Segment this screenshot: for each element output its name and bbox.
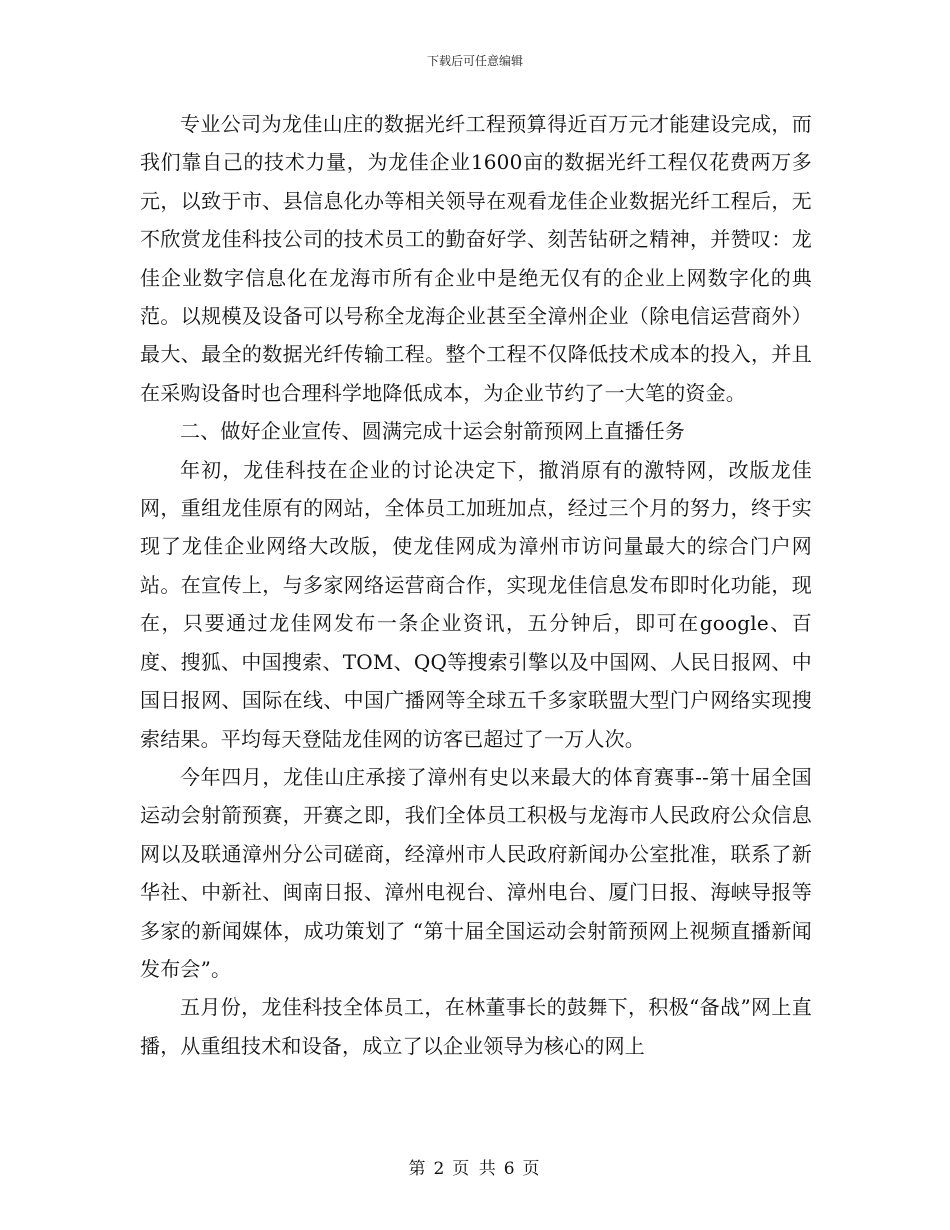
paragraph-3: 今年四月，龙佳山庄承接了漳州有史以来最大的体育赛事--第十届全国运动会射箭预赛，开赛之即，我们全体员工积极与龙海市人民政府公众信息网以及联通漳州分公司磋商，经漳州市人民政府新闻办公室批准，联系了新华社、中新社、闽南日报、漳州电视台、漳州电台、厦门日报、海峡导报等多家的新闻媒体，成功策划了 “第十届全国运动会射箭预网上视频直播新闻发布会”。: [140, 764, 812, 981]
footer-page-number: 2: [433, 1159, 447, 1179]
footer-total-pages: 6: [503, 1159, 517, 1179]
paragraph-1: 专业公司为龙佳山庄的数据光纤工程预算得近百万元才能建设完成，而我们靠自己的技术力量，为龙佳企业1600亩的数据光纤工程仅花费两万多元，以致于市、县信息化办等相关领导在观看龙佳企业数据光纤工程后，无不欣赏龙佳科技公司的技术员工的勤奋好学、刻苦钻研之精神，并赞叹：龙佳企业数字信息化在龙海市所有企业中是绝无仅有的企业上网数字化的典范。以规模及设备可以号称全龙海企业甚至全漳州企业（除电信运营商外）最大、最全的数据光纤传输工程。整个工程不仅降低技术成本的投入，并且在采购设备时也合理科学地降低成本，为企业节约了一大笔的资金。: [140, 112, 812, 405]
footer-suffix: 页: [522, 1159, 542, 1179]
page-footer: [0, 1154, 950, 1179]
paragraph-4: 五月份，龙佳科技全体员工，在林董事长的鼓舞下，积极“备战”网上直播，从重组技术和设备，成立了以企业领导为核心的网上: [140, 995, 812, 1058]
footer-prefix: 第: [408, 1159, 428, 1179]
page-header: 下载后可任意编辑: [426, 54, 523, 68]
document-body: [140, 105, 812, 1065]
footer-middle: 页 共: [452, 1159, 498, 1179]
section-heading: 二、做好企业宣传、圆满完成十运会射箭预网上直播任务: [180, 419, 685, 444]
paragraph-2: 年初，龙佳科技在企业的讨论决定下，撤消原有的激特网，改版龙佳网，重组龙佳原有的网站，全体员工加班加点，经过三个月的努力，终于实现了龙佳企业网络大改版，使龙佳网成为漳州市访问量最大的综合门户网站。在宣传上，与多家网络运营商合作，实现龙佳信息发布即时化功能，现在，只要通过龙佳网发布一条企业资讯，五分钟后，即可在google、百度、搜狐、中国搜索、TOM、QQ等搜索引擎以及中国网、人民日报网、中国日报网、国际在线、中国广播网等全球五千多家联盟大型门户网络实现搜索结果。平均每天登陆龙佳网的访客已超过了一万人次。: [140, 457, 812, 751]
